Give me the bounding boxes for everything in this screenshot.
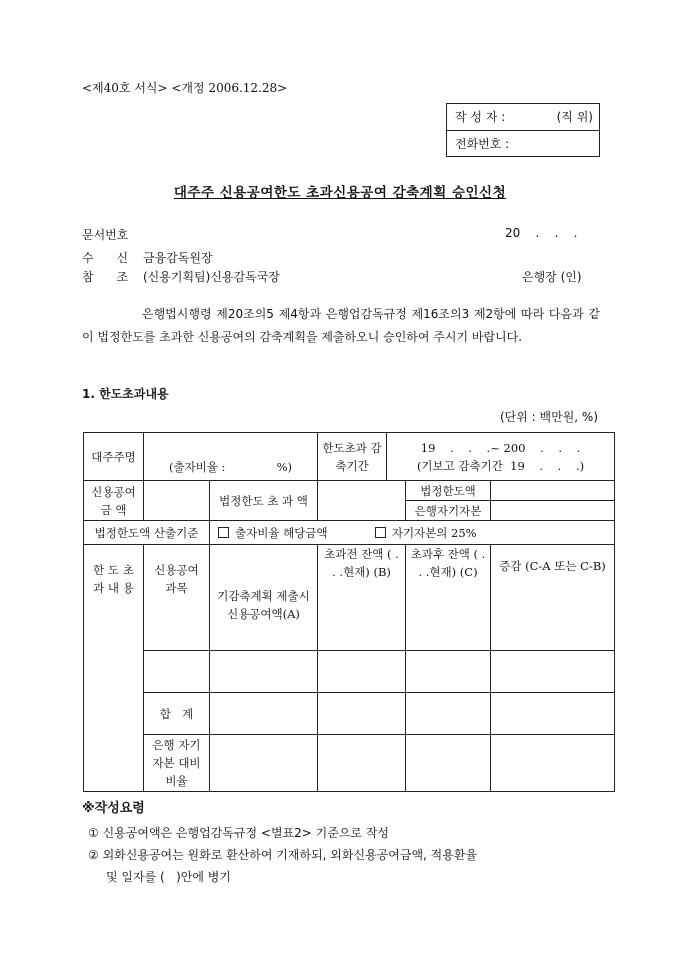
column-a-header: 기감축계획 제출시 신용공여액(A)	[210, 545, 318, 651]
guide-item: ② 외화신용공여는 원화로 환산하여 기재하되, 외화신용공여금액, 적용환율	[88, 848, 478, 862]
basis-label: 법정한도액 산출기준	[84, 521, 210, 545]
legal-excess-label: 법정한도 초 과 액	[210, 481, 318, 521]
doc-number-label: 문서번호	[82, 228, 129, 242]
credit-item-header: 신용공여 과목	[144, 545, 210, 651]
legal-limit-field[interactable]	[491, 481, 615, 501]
column-diff-header: 증감 (C-A 또는 C-B)	[491, 545, 615, 651]
recipient-label: 수 신	[82, 251, 129, 265]
reference-label: 참 조	[82, 270, 129, 284]
excess-content-label: 한 도 초 과 내 용	[84, 545, 144, 792]
credit-amount-field[interactable]	[144, 481, 210, 521]
table-row	[84, 651, 615, 693]
bank-capital-label: 은행자기자본	[406, 501, 491, 521]
period-field[interactable]: 19 . . .~ 200 . . . (기보고 감축기간 19 . . .)	[387, 433, 615, 481]
author-field[interactable]: 작 성 자 : (직 위)	[447, 104, 599, 131]
document-title: 대주주 신용공여한도 초과신용공여 감축계획 승인신청	[173, 185, 507, 201]
guide-item: ① 신용공여액은 은행업감독규정 <별표2> 기준으로 작성	[88, 826, 390, 840]
excess-period-label: 한도초과 감축기간	[318, 433, 387, 481]
body-paragraph: 은행법시행령 제20조의5 제4항과 은행업감독규정 제16조의3 제2항에 따라 다음과 같이 법정한도를 초과한 신용공여의 감축계획을 제출하오니 승인하여 주시기 바랍니다.	[82, 307, 600, 344]
shareholder-field[interactable]: (출자비율 : %)	[144, 433, 318, 481]
checkbox-investment-ratio[interactable]	[218, 527, 229, 538]
legal-excess-field[interactable]	[318, 481, 406, 521]
form-number-note: <제40호 서식> <개정 2006.12.28>	[82, 81, 288, 95]
total-row	[84, 693, 615, 735]
checkbox-capital-25[interactable]	[375, 527, 386, 538]
reference: (신용기획팀)신용감독국장	[143, 270, 280, 284]
guide-item: 및 일자를 ( )안에 병기	[106, 870, 231, 884]
column-c-header: 초과후 잔액 ( . . .현재) (C)	[406, 545, 491, 651]
position-label: (직 위)	[556, 110, 593, 124]
excess-content-table: 대주주명 (출자비율 : %) 한도초과 감축기간 19 . . .~ 200 . . . (기보고 감축기간 19 . . .) 신용공여 금 액 법정한도 초 과 액 법정한도액 은행자기자본 법정한도액 산출기준 출자비율 해당금액 자기자본의 25% 한 도 초 과 내 용 신용공여 과목 기감축계획 제출시 신용공여액(A) 초과전 잔액 ( . . .현재) (B) 초과후 잔액 ( . . .현재) (C) 증감 (C-A 또는 C-B) 합 계 은행 자기자본 대비비율	[83, 432, 615, 792]
column-b-header: 초과전 잔액 ( . . .현재) (B)	[318, 545, 406, 651]
ratio-label: 은행 자기자본 대비비율	[144, 735, 210, 792]
ratio-row	[84, 735, 615, 792]
recipient: 금융감독원장	[143, 251, 213, 265]
author-box	[446, 103, 600, 157]
bank-capital-field[interactable]	[491, 501, 615, 521]
credit-amount-label: 신용공여 금 액	[84, 481, 144, 521]
date-field[interactable]: 20 . . .	[505, 226, 578, 240]
unit-label: (단위 : 백만원, %)	[499, 410, 598, 424]
major-shareholder-label: 대주주명	[84, 433, 144, 481]
phone-field[interactable]: 전화번호 :	[455, 137, 510, 151]
section-title: 1. 한도초과내용	[82, 387, 169, 401]
legal-limit-label: 법정한도액	[406, 481, 491, 501]
guide-title: ※작성요령	[82, 801, 145, 816]
writing-guide	[82, 797, 477, 888]
signer: 은행장 (인)	[522, 270, 582, 284]
total-label: 합 계	[144, 693, 210, 735]
